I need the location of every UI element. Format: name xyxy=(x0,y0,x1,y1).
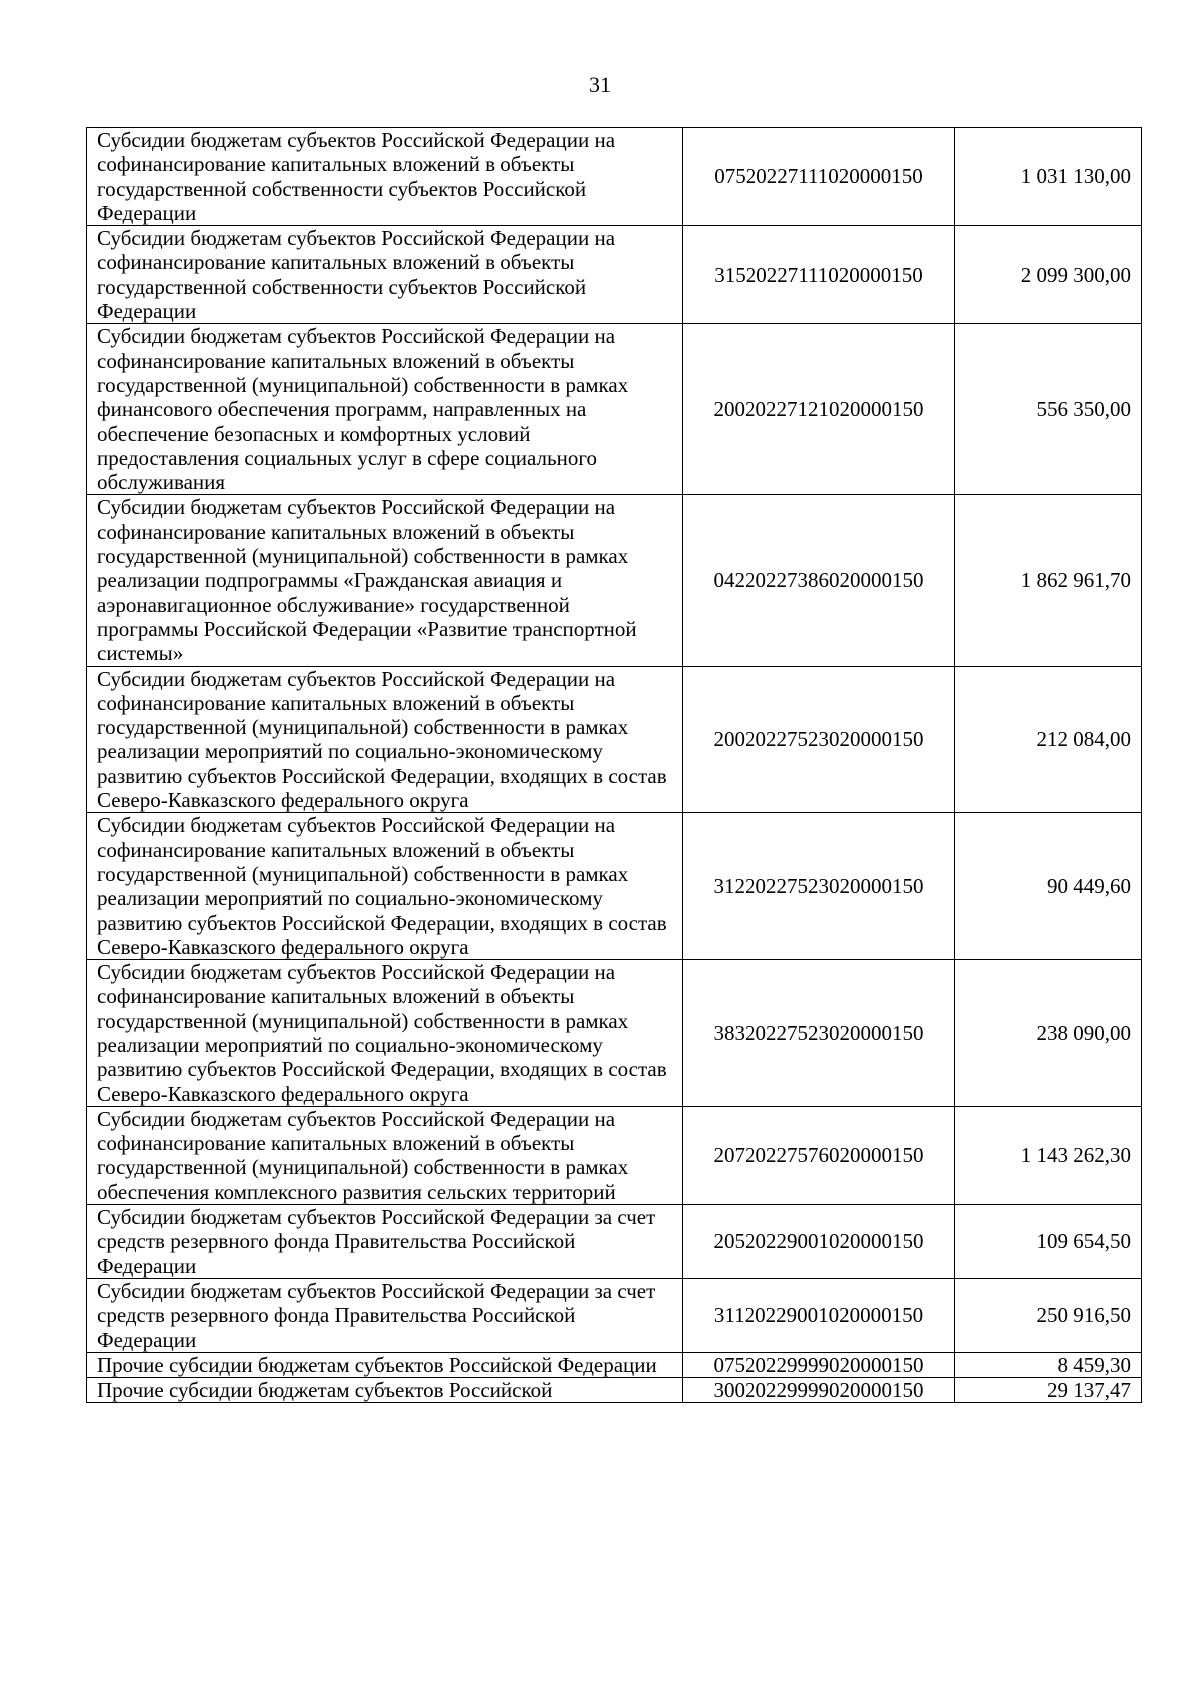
row-description: Субсидии бюджетам субъектов Российской Федерации за счет средств резервного фонда Правительства Российской Федерации xyxy=(87,1278,683,1352)
budget-table xyxy=(86,127,1142,1403)
row-description: Прочие субсидии бюджетам субъектов Российской Федерации xyxy=(87,1352,683,1377)
row-amount: 109 654,50 xyxy=(955,1205,1142,1279)
table-row xyxy=(87,1106,1142,1204)
row-amount: 556 350,00 xyxy=(955,324,1142,495)
row-amount: 212 084,00 xyxy=(955,666,1142,813)
row-description: Субсидии бюджетам субъектов Российской Федерации на софинансирование капитальных вложений в объекты государственной (муниципальной) собственности в рамках реализации мероприятий по социально-экономическому развитию субъектов Российской Федерации, входящих в состав Северо-Кавказского федерального округа xyxy=(87,666,683,813)
table-row xyxy=(87,128,1142,226)
row-description: Субсидии бюджетам субъектов Российской Федерации на софинансирование капитальных вложений в объекты государственной собственности субъектов Российской Федерации xyxy=(87,128,683,226)
row-description: Субсидии бюджетам субъектов Российской Федерации на софинансирование капитальных вложений в объекты государственной (муниципальной) собственности в рамках финансового обеспечения программ, направленных на обеспечение безопасных и комфортных условий предоставления социальных услуг в сфере социального обслуживания xyxy=(87,324,683,495)
table-row xyxy=(87,666,1142,813)
row-description: Субсидии бюджетам субъектов Российской Федерации на софинансирование капитальных вложений в объекты государственной (муниципальной) собственности в рамках реализации мероприятий по социально-экономическому развитию субъектов Российской Федерации, входящих в состав Северо-Кавказского федерального округа xyxy=(87,960,683,1107)
table-row xyxy=(87,1378,1142,1403)
row-code: 07520227111020000150 xyxy=(683,128,955,226)
row-code: 31520227111020000150 xyxy=(683,226,955,324)
table-row xyxy=(87,495,1142,666)
row-code: 07520229999020000150 xyxy=(683,1352,955,1377)
row-code: 31220227523020000150 xyxy=(683,813,955,960)
table-row xyxy=(87,1352,1142,1377)
table-row xyxy=(87,1205,1142,1279)
row-amount: 1 862 961,70 xyxy=(955,495,1142,666)
row-amount: 238 090,00 xyxy=(955,960,1142,1107)
row-description: Прочие субсидии бюджетам субъектов Российской xyxy=(87,1378,683,1403)
page-number: 31 xyxy=(589,72,611,97)
row-code: 31120229001020000150 xyxy=(683,1278,955,1352)
row-code: 04220227386020000150 xyxy=(683,495,955,666)
row-code: 30020229999020000150 xyxy=(683,1378,955,1403)
table-row xyxy=(87,960,1142,1107)
row-amount: 29 137,47 xyxy=(955,1378,1142,1403)
row-code: 38320227523020000150 xyxy=(683,960,955,1107)
row-description: Субсидии бюджетам субъектов Российской Федерации за счет средств резервного фонда Правительства Российской Федерации xyxy=(87,1205,683,1279)
row-description: Субсидии бюджетам субъектов Российской Федерации на софинансирование капитальных вложений в объекты государственной (муниципальной) собственности в рамках обеспечения комплексного развития сельских территорий xyxy=(87,1106,683,1204)
row-amount: 1 031 130,00 xyxy=(955,128,1142,226)
row-code: 20020227121020000150 xyxy=(683,324,955,495)
row-code: 20720227576020000150 xyxy=(683,1106,955,1204)
row-amount: 2 099 300,00 xyxy=(955,226,1142,324)
table-row xyxy=(87,226,1142,324)
row-description: Субсидии бюджетам субъектов Российской Федерации на софинансирование капитальных вложений в объекты государственной (муниципальной) собственности в рамках реализации подпрограммы «Гражданская авиация и аэронавигационное обслуживание» государственной программы Российской Федерации «Развитие транспортной системы» xyxy=(87,495,683,666)
row-amount: 250 916,50 xyxy=(955,1278,1142,1352)
row-amount: 90 449,60 xyxy=(955,813,1142,960)
row-description: Субсидии бюджетам субъектов Российской Федерации на софинансирование капитальных вложений в объекты государственной (муниципальной) собственности в рамках реализации мероприятий по социально-экономическому развитию субъектов Российской Федерации, входящих в состав Северо-Кавказского федерального округа xyxy=(87,813,683,960)
row-description: Субсидии бюджетам субъектов Российской Федерации на софинансирование капитальных вложений в объекты государственной собственности субъектов Российской Федерации xyxy=(87,226,683,324)
table-row xyxy=(87,813,1142,960)
table-row xyxy=(87,324,1142,495)
table-row xyxy=(87,1278,1142,1352)
row-amount: 1 143 262,30 xyxy=(955,1106,1142,1204)
row-amount: 8 459,30 xyxy=(955,1352,1142,1377)
row-code: 20020227523020000150 xyxy=(683,666,955,813)
row-code: 20520229001020000150 xyxy=(683,1205,955,1279)
